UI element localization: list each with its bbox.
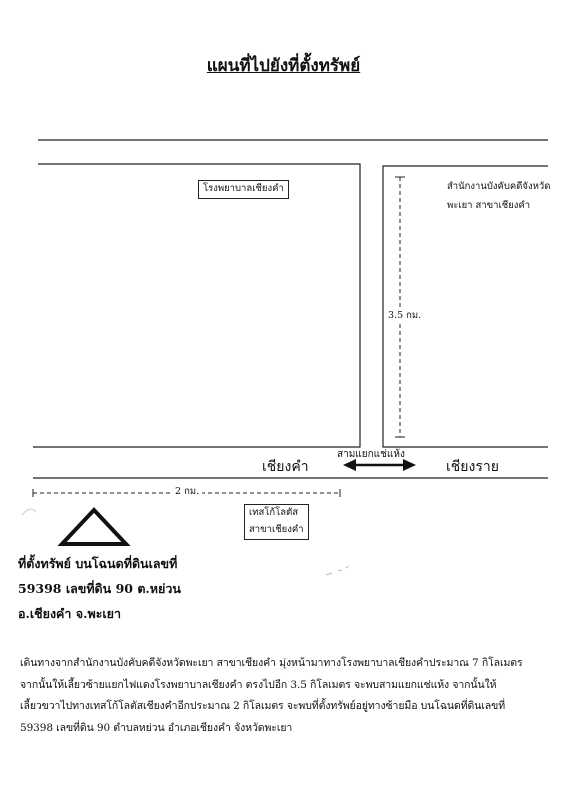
scan-mark bbox=[22, 509, 36, 515]
page-title: แผนที่ไปยังที่ตั้งทรัพย์ bbox=[206, 56, 361, 76]
scan-mark bbox=[326, 566, 349, 575]
court-office-label-line: สำนักงานบังคับคดีจังหวัด bbox=[447, 181, 551, 192]
road-label-right: เชียงราย bbox=[446, 459, 499, 475]
intersection-label: สามแยกแช่แห้ง bbox=[337, 449, 405, 460]
route-description-line: 59398 เลขที่ดิน 90 ตำบลหย่วน อำเภอเชียงคำ จังหวัดพะเยา bbox=[20, 721, 293, 734]
hospital-label: โรงพยาบาลเชียงคำ bbox=[198, 180, 289, 199]
road-label-left: เชียงคำ bbox=[262, 459, 309, 475]
court-office-label-line: พะเยา สาขาเชียงคำ bbox=[447, 199, 531, 211]
property-location-line: อ.เชียงคำ จ.พะเยา bbox=[18, 606, 122, 622]
property-location-line: ที่ตั้งทรัพย์ บนโฉนดที่ดินเลขที่ bbox=[18, 556, 178, 571]
route-description-line: เดินทางจากสำนักงานบังคับคดีจังหวัดพะเยา สาขาเชียงคำ มุ่งหน้ามาทางโรงพยาบาลเชียงคำประมาณ 7 กิโลเมตร bbox=[20, 657, 523, 669]
hospital-block bbox=[33, 164, 360, 447]
property-location bbox=[18, 555, 181, 623]
gas-station-label-line: สาขาเชียงคำ bbox=[249, 523, 304, 535]
property-location-line: 59398 เลขที่ดิน 90 ต.หย่วน bbox=[18, 581, 181, 597]
court-office-label bbox=[447, 181, 557, 213]
route-description-line: เลี้ยวขวาไปทางเทสโก้โลตัสเชียงคำอีกประมาณ 2 กิโลเมตร จะพบที่ตั้งทรัพย์อยู่ทางซ้ายมือ บนโฉนดที่ดินเลขที่ bbox=[20, 700, 506, 713]
gas-station-label-line: เทสโก้โลตัส bbox=[249, 507, 299, 518]
distance-horizontal-label: 2 กม. bbox=[172, 486, 202, 499]
distance-vertical-label: 3.5 กม. bbox=[386, 309, 423, 324]
route-description bbox=[20, 653, 550, 739]
route-description-line: จากนั้นให้เลี้ยวซ้ายแยกไฟแดงโรงพยาบาลเชียงคำ ตรงไปอีก 3.5 กิโลเมตร จะพบสามแยกแช่แห้ง จากนั้นให้ bbox=[20, 678, 497, 691]
gas-station-label bbox=[244, 504, 309, 540]
property-triangle-icon bbox=[62, 510, 126, 544]
